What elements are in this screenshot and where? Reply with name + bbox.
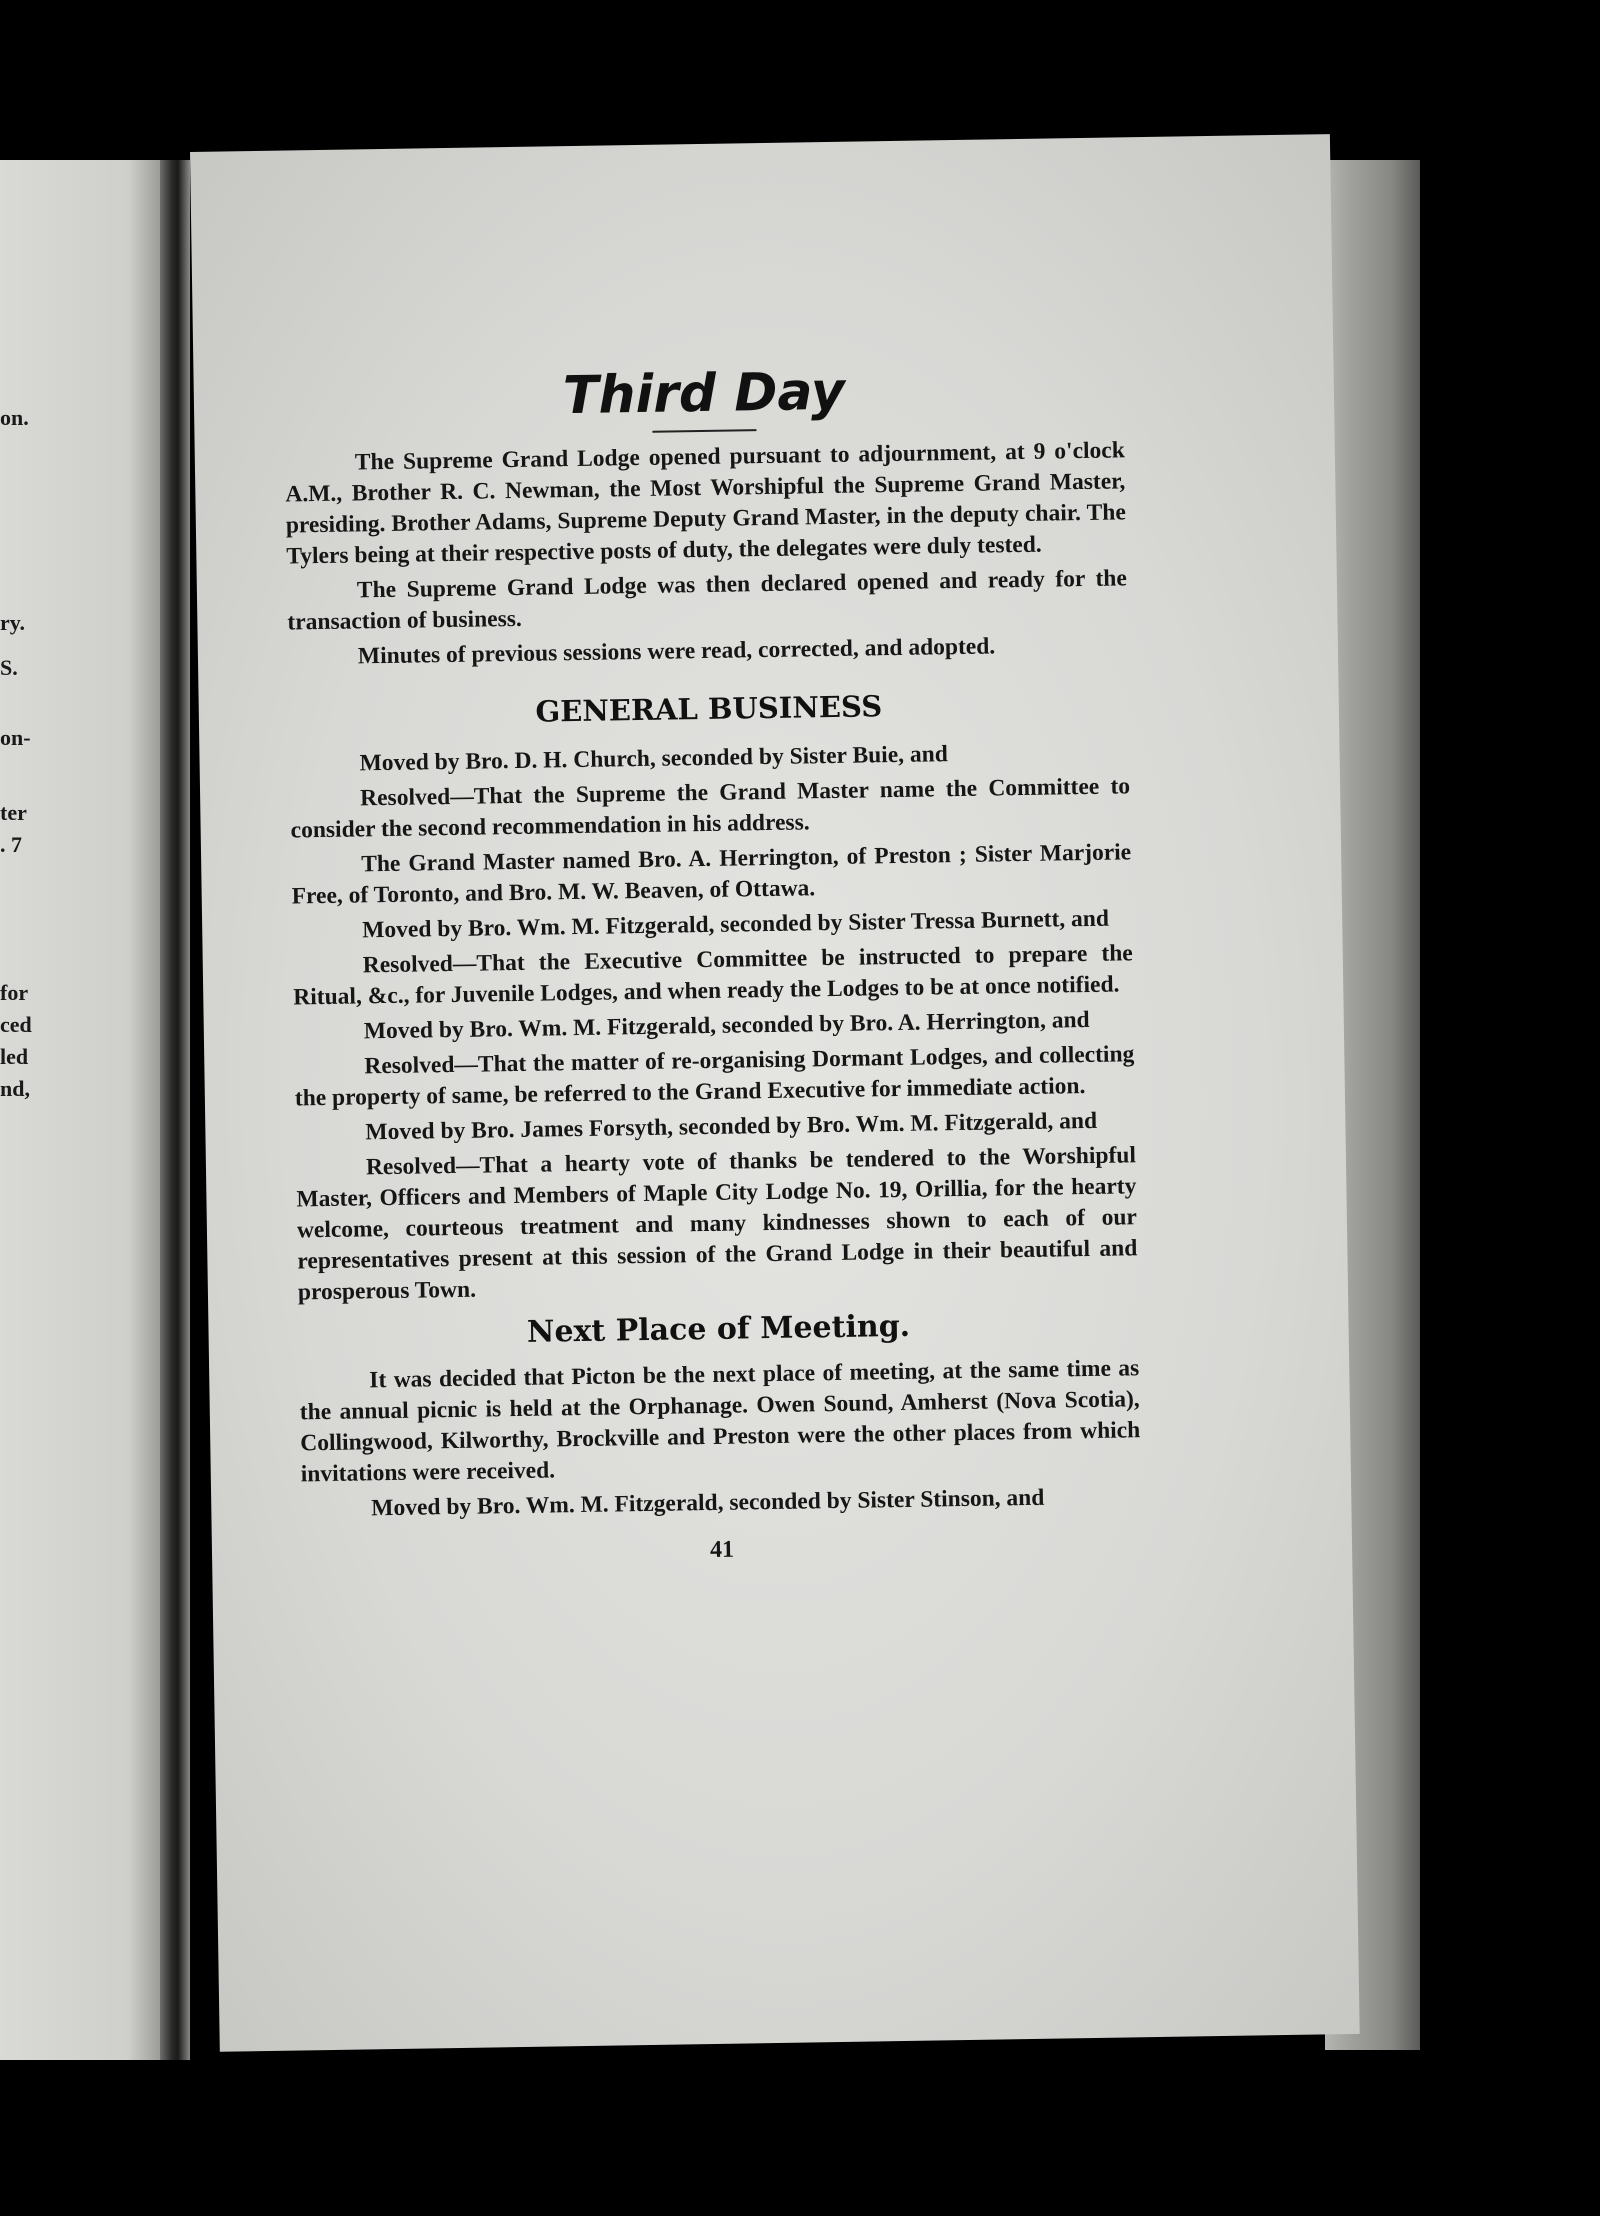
paragraph: Resolved—That the matter of re-organising Dormant Lodges, and collecting the property of same, be referred to the Grand Executive for immediate action. [294,1041,1135,1112]
paragraph: Moved by Bro. Wm. M. Fitzgerald, seconded by Sister Tressa Burnett, and [362,905,1110,944]
paragraph: It was decided that Picton be the next place of meeting, at the same time as the annual picnic is held at the Orphanage. Owen Sound, Amherst (Nova Scotia), Collingwood, Kilworthy, Brockville and Preston were the other places from which invitations were received. [299,1355,1141,1488]
section-heading-general-business: GENERAL BUSINESS [535,689,883,729]
paragraph: Minutes of previous sessions were read, corrected, and adopted. [357,633,996,670]
left-page-fragment: ry. [0,610,26,635]
left-page-fragment: on. [0,405,29,430]
title-rule [652,429,756,433]
left-page-fragment: led [0,1044,29,1069]
section-heading-next-meeting: Next Place of Meeting. [526,1308,911,1350]
paragraph: Resolved—That a hearty vote of thanks be tendered to the Worshipful Master, Officers and Members of Maple City Lodge No. 19, Orillia, for the hearty welcome, courteous treatment and many kindnesses shown to each of our representatives present at this session of the Grand Lodge in their beautiful and prosperous Town. [296,1142,1138,1306]
paragraph: Moved by Bro. Wm. M. Fitzgerald, seconded by Bro. A. Herrington, and [363,1006,1090,1045]
left-page-fragment: ced [0,1012,32,1037]
page-title: Third Day [562,361,846,427]
left-facing-page [0,160,160,2060]
left-page-fragment: ter [0,800,27,825]
page-content [283,357,1142,1572]
left-page-fragment: for [0,980,29,1005]
left-page-fragment: S. [0,655,18,680]
book-page [190,134,1360,2052]
paragraph: Moved by Bro. Wm. M. Fitzgerald, seconded by Sister Stinson, and [371,1484,1045,1522]
paragraph: The Supreme Grand Lodge was then declared opened and ready for the transaction of business. [287,565,1128,636]
paragraph: The Grand Master named Bro. A. Herrington, of Preston ; Sister Marjorie Free, of Toronto, and Bro. M. W. Beaven, of Ottawa. [291,839,1132,910]
paragraph: Resolved—That the Supreme the Grand Master name the Committee to consider the second recommendation in his address. [290,773,1131,844]
paragraph: The Supreme Grand Lodge opened pursuant to adjournment, at 9 o'clock A.M., Brother R. C. Newman, the Most Worshipful the Supreme Grand Master, presiding. Brother Adams, Supreme Deputy Grand Master, in the deputy chair. The Tylers being at their respective posts of duty, the delegates were duly tested. [285,437,1126,570]
left-page-fragment: nd, [0,1076,30,1101]
paragraph: Moved by Bro. James Forsyth, seconded by Bro. Wm. M. Fitzgerald, and [365,1107,1098,1146]
left-page-fragment: on- [0,725,31,750]
paragraph: Resolved—That the Executive Committee be instructed to prepare the Ritual, &c., for Juvenile Lodges, and when ready the Lodges to be at once notified. [293,940,1133,1011]
paragraph: Moved by Bro. D. H. Church, seconded by Sister Buie, and [359,741,948,777]
page-number: 41 [709,1536,735,1564]
left-page-fragment: . 7 [0,832,22,857]
book-gutter [160,160,190,2060]
